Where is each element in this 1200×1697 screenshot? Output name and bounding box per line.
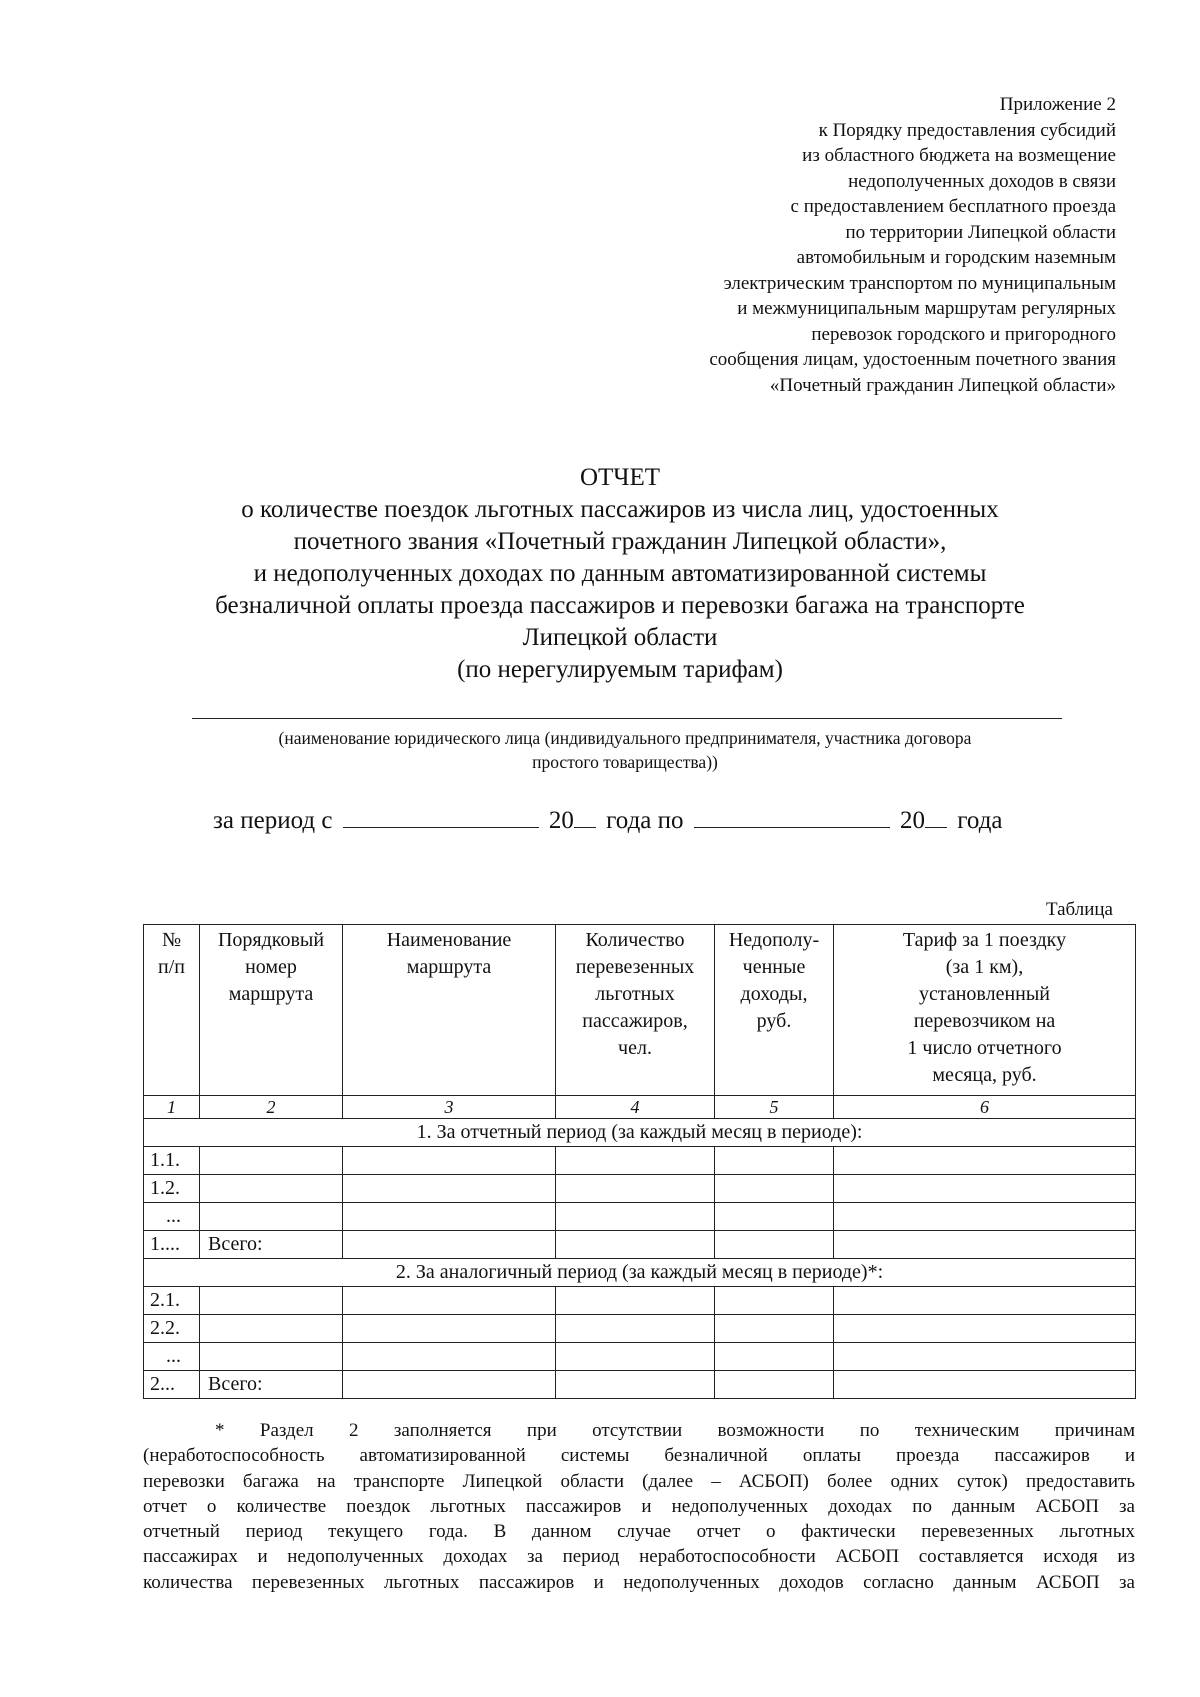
table-cell[interactable] <box>200 1147 343 1175</box>
table-cell[interactable] <box>834 1175 1136 1203</box>
header-cell-number <box>144 925 200 1096</box>
row-number: ... <box>144 1343 200 1371</box>
table-cell[interactable] <box>200 1315 343 1343</box>
report-heading: ОТЧЕТ <box>579 464 661 491</box>
appendix-line: по территории Липецкой области <box>845 221 1116 243</box>
table-cell[interactable] <box>715 1231 834 1259</box>
table-row <box>144 1287 1136 1315</box>
row-number: 2.2. <box>144 1315 200 1343</box>
appendix-line: электрическим транспортом по муниципальным <box>723 272 1116 294</box>
appendix-line: перевозок городского и пригородного <box>811 323 1116 345</box>
header-text: п/п <box>158 956 185 978</box>
table-cell[interactable] <box>343 1231 556 1259</box>
period-line <box>213 805 1113 837</box>
table-cell[interactable] <box>834 1371 1136 1399</box>
footnote-line: перевозки багажа на транспорте Липецкой области (далее – АСБОП) более одних суток) предоставить <box>143 1470 1135 1492</box>
table-cell[interactable] <box>715 1287 834 1315</box>
column-number: 6 <box>834 1096 1136 1119</box>
report-title-line: безналичной оплаты проезда пассажиров и перевозки багажа на транспорте <box>215 592 1025 619</box>
header-text: установленный <box>918 983 1051 1005</box>
period-start-blank <box>343 805 539 828</box>
table-cell[interactable] <box>200 1175 343 1203</box>
appendix-line: из областного бюджета на возмещение <box>802 145 1116 166</box>
header-cell-lost-income <box>715 925 834 1096</box>
header-text: льготных <box>595 983 675 1005</box>
report-title-line: и недополученных доходах по данным автоматизированной системы <box>253 560 987 587</box>
table-cell[interactable] <box>834 1287 1136 1315</box>
header-text: месяца, руб. <box>932 1064 1037 1086</box>
header-text: чел. <box>618 1037 652 1059</box>
period-prefix: за период с <box>213 807 333 834</box>
column-number: 5 <box>715 1096 834 1119</box>
table-cell[interactable] <box>834 1231 1136 1259</box>
table-cell[interactable] <box>556 1147 715 1175</box>
column-number: 4 <box>556 1096 715 1119</box>
table-cell[interactable] <box>834 1203 1136 1231</box>
table-row <box>144 1343 1136 1371</box>
table-label: Таблица <box>1045 899 1113 920</box>
period-middle: года по <box>606 807 684 834</box>
table-row <box>144 1175 1136 1203</box>
report-title <box>140 462 1100 686</box>
appendix-line: к Порядку предоставления субсидий <box>818 119 1116 141</box>
total-label: Всего: <box>200 1371 343 1399</box>
section-title: 2. За аналогичный период (за каждый месяц в периоде)*: <box>144 1259 1136 1287</box>
table-row <box>144 1147 1136 1175</box>
report-title-line: Липецкой области <box>522 624 718 651</box>
header-text: Наименование <box>386 929 512 951</box>
table-cell[interactable] <box>715 1371 834 1399</box>
period-year-blank-1 <box>574 805 596 828</box>
table-cell[interactable] <box>343 1287 556 1315</box>
period-year-blank-2 <box>925 805 947 828</box>
header-text: Количество <box>585 929 685 951</box>
header-text: 1 число отчетного <box>907 1037 1062 1059</box>
row-number: 1.2. <box>144 1175 200 1203</box>
footnote-line: пассажирах и недополученных доходах за период неработоспособности АСБОП составляется исходя из <box>143 1546 1135 1568</box>
section-title: 1. За отчетный период (за каждый месяц в периоде): <box>144 1119 1136 1147</box>
appendix-line: Приложение 2 <box>999 94 1116 115</box>
table-cell[interactable] <box>556 1287 715 1315</box>
header-cell-passengers <box>556 925 715 1096</box>
header-text: маршрута <box>406 956 492 978</box>
table-cell[interactable] <box>715 1175 834 1203</box>
appendix-note <box>596 92 1116 398</box>
table-cell[interactable] <box>556 1371 715 1399</box>
table-cell[interactable] <box>715 1203 834 1231</box>
table-total-row <box>144 1231 1136 1259</box>
section-row <box>144 1119 1136 1147</box>
header-text: маршрута <box>228 983 314 1005</box>
table-cell[interactable] <box>556 1315 715 1343</box>
header-text: пассажиров, <box>582 1010 688 1032</box>
appendix-line: «Почетный гражданин Липецкой области» <box>769 374 1116 396</box>
table-cell[interactable] <box>715 1315 834 1343</box>
entity-caption-line: (наименование юридического лица (индивидуального предпринимателя, участника договора <box>278 728 972 748</box>
table-cell[interactable] <box>200 1343 343 1371</box>
table-header-row <box>144 925 1136 1096</box>
entity-caption-line: простого товарищества)) <box>532 752 718 772</box>
table-cell[interactable] <box>200 1287 343 1315</box>
header-cell-route-number <box>200 925 343 1096</box>
column-number-row <box>144 1096 1136 1119</box>
table-cell[interactable] <box>343 1343 556 1371</box>
header-text: доходы, <box>740 983 808 1005</box>
table-cell[interactable] <box>556 1175 715 1203</box>
footnote-line: отчетный период текущего года. В данном случае отчет о фактически перевезенных льготных <box>143 1521 1135 1543</box>
table-cell[interactable] <box>343 1203 556 1231</box>
table-row <box>144 1203 1136 1231</box>
footnote-line: отчет о количестве поездок льготных пассажиров и недополученных доходах по данным АСБОП за <box>143 1495 1135 1517</box>
table-cell[interactable] <box>343 1315 556 1343</box>
table-cell[interactable] <box>200 1203 343 1231</box>
period-suffix: года <box>957 807 1003 834</box>
header-text: ченные <box>742 956 806 978</box>
table-cell[interactable] <box>834 1343 1136 1371</box>
table-cell[interactable] <box>834 1147 1136 1175</box>
report-title-line: почетного звания «Почетный гражданин Липецкой области», <box>293 528 947 555</box>
table-cell[interactable] <box>343 1371 556 1399</box>
report-title-line: (по нерегулируемым тарифам) <box>457 656 783 683</box>
section-row <box>144 1259 1136 1287</box>
table-cell[interactable] <box>715 1343 834 1371</box>
appendix-line: автомобильным и городским наземным <box>796 247 1116 268</box>
footnote-line: количества перевезенных льготных пассажиров и недополученных доходов согласно данным АСБОП за <box>143 1571 1135 1593</box>
row-number: 1.1. <box>144 1147 200 1175</box>
header-text: перевезенных <box>575 956 695 978</box>
table-cell[interactable] <box>556 1231 715 1259</box>
period-year-prefix-1: 20 <box>548 807 574 834</box>
header-text: номер <box>245 956 297 978</box>
report-title-line: о количестве поездок льготных пассажиров из числа лиц, удостоенных <box>241 496 999 523</box>
row-number: 2... <box>144 1371 200 1399</box>
header-text: Недополу- <box>728 929 820 951</box>
header-text: перевозчиком на <box>913 1010 1056 1032</box>
header-text: руб. <box>756 1010 792 1032</box>
appendix-line: недополученных доходов в связи <box>848 170 1116 192</box>
appendix-line: сообщения лицам, удостоенным почетного звания <box>709 349 1116 370</box>
table-cell[interactable] <box>556 1203 715 1231</box>
period-year-prefix-2: 20 <box>900 807 926 834</box>
header-cell-tariff <box>834 925 1136 1096</box>
appendix-line: с предоставлением бесплатного проезда <box>790 196 1116 217</box>
footnote <box>143 1418 1135 1595</box>
header-text: (за 1 км), <box>945 956 1024 978</box>
total-label: Всего: <box>200 1231 343 1259</box>
footnote-line: * Раздел 2 заполняется при отсутствии возможности по техническим причинам <box>215 1420 1135 1441</box>
row-number: 2.1. <box>144 1287 200 1315</box>
period-end-blank <box>694 805 890 828</box>
table-cell[interactable] <box>343 1147 556 1175</box>
table-row <box>144 1315 1136 1343</box>
table-cell[interactable] <box>834 1315 1136 1343</box>
header-text: № <box>161 929 182 951</box>
row-number: ... <box>144 1203 200 1231</box>
header-text: Порядковый <box>217 929 325 951</box>
table-total-row <box>144 1371 1136 1399</box>
table-cell[interactable] <box>343 1175 556 1203</box>
column-number: 3 <box>343 1096 556 1119</box>
table-cell[interactable] <box>715 1147 834 1175</box>
header-cell-route-name <box>343 925 556 1096</box>
column-number: 2 <box>200 1096 343 1119</box>
column-number: 1 <box>144 1096 200 1119</box>
table-cell[interactable] <box>556 1343 715 1371</box>
entity-name-field-line <box>192 718 1062 719</box>
header-text: Тариф за 1 поездку <box>902 929 1067 951</box>
entity-name-caption <box>160 726 1090 774</box>
report-table <box>143 924 1136 1399</box>
appendix-line: и межмуниципальным маршрутам регулярных <box>737 298 1116 319</box>
row-number: 1.... <box>144 1231 200 1259</box>
footnote-line: (неработоспособность автоматизированной системы безналичной оплаты проезда пассажиров и <box>143 1445 1135 1467</box>
